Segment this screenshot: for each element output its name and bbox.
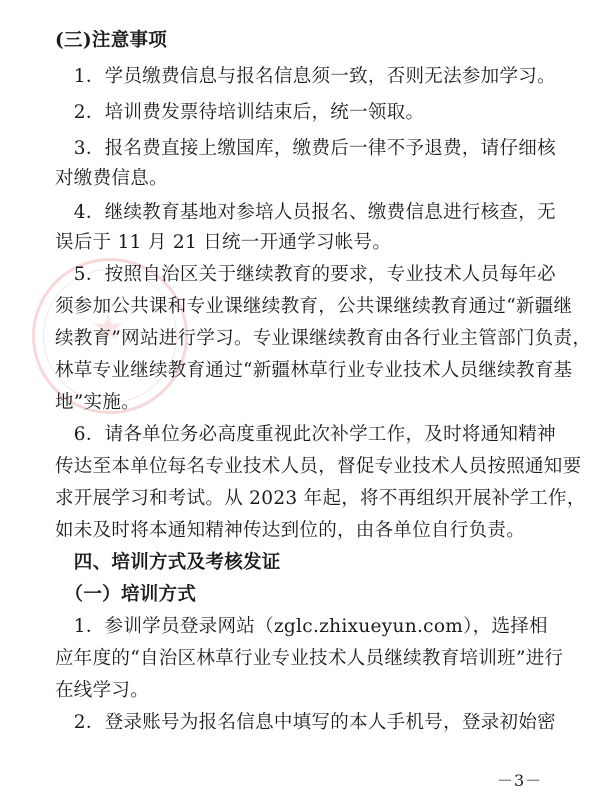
paragraph-line: 1．参训学员登录网站（zglc.zhixueyun.com），选择相 <box>55 616 548 637</box>
paragraph-line: 4．继续教育基地对参培人员报名、缴费信息进行核查，无 <box>55 202 556 223</box>
paragraph-line: 5．按照自治区关于继续教育的要求，专业技术人员每年必 <box>55 264 556 285</box>
paragraph-line: 对缴费信息。 <box>55 168 168 189</box>
paragraph-line: 2．登录账号为报名信息中填写的本人手机号，登录初始密 <box>55 712 556 733</box>
paragraph-line: 须参加公共课和专业课继续教育，公共课继续教育通过“新疆继 <box>55 296 573 317</box>
paragraph-line: 续教育”网站进行学习。专业课继续教育由各行业主管部门负责， <box>55 328 592 349</box>
paragraph-line: 误后于 11 月 21 日统一开通学习帐号。 <box>55 232 392 253</box>
section-heading-training-method: 四、培训方式及考核发证 <box>55 552 281 573</box>
paragraph-line: 6．请各单位务必高度重视此次补学工作，及时将通知精神 <box>55 424 556 445</box>
section-heading-notes: (三)注意事项 <box>55 30 168 51</box>
paragraph-line: 林草专业继续教育通过“新疆林草行业专业技术人员继续教育基 <box>55 360 573 381</box>
page-number: －3－ <box>497 771 543 790</box>
subsection-heading: （一）培训方式 <box>55 584 197 605</box>
paragraph-line: 求开展学习和考试。从 2023 年起，将不再组织开展补学工作， <box>55 488 586 509</box>
paragraph-line: 3．报名费直接上缴国库，缴费后一律不予退费，请仔细核 <box>55 138 556 159</box>
paragraph-line: 地”实施。 <box>55 392 140 413</box>
paragraph-line: 在线学习。 <box>55 680 150 701</box>
paragraph-line: 如未及时将本通知精神传达到位的，由各单位自行负责。 <box>55 520 526 541</box>
paragraph-line: 传达至本单位每名专业技术人员，督促专业技术人员按照通知要 <box>55 456 582 477</box>
paragraph-line: 应年度的“自治区林草行业专业技术人员继续教育培训班”进行 <box>55 648 564 669</box>
paragraph-line: 2．培训费发票待培训结束后，统一领取。 <box>55 102 425 123</box>
paragraph-line: 1．学员缴费信息与报名信息须一致，否则无法参加学习。 <box>55 66 556 87</box>
